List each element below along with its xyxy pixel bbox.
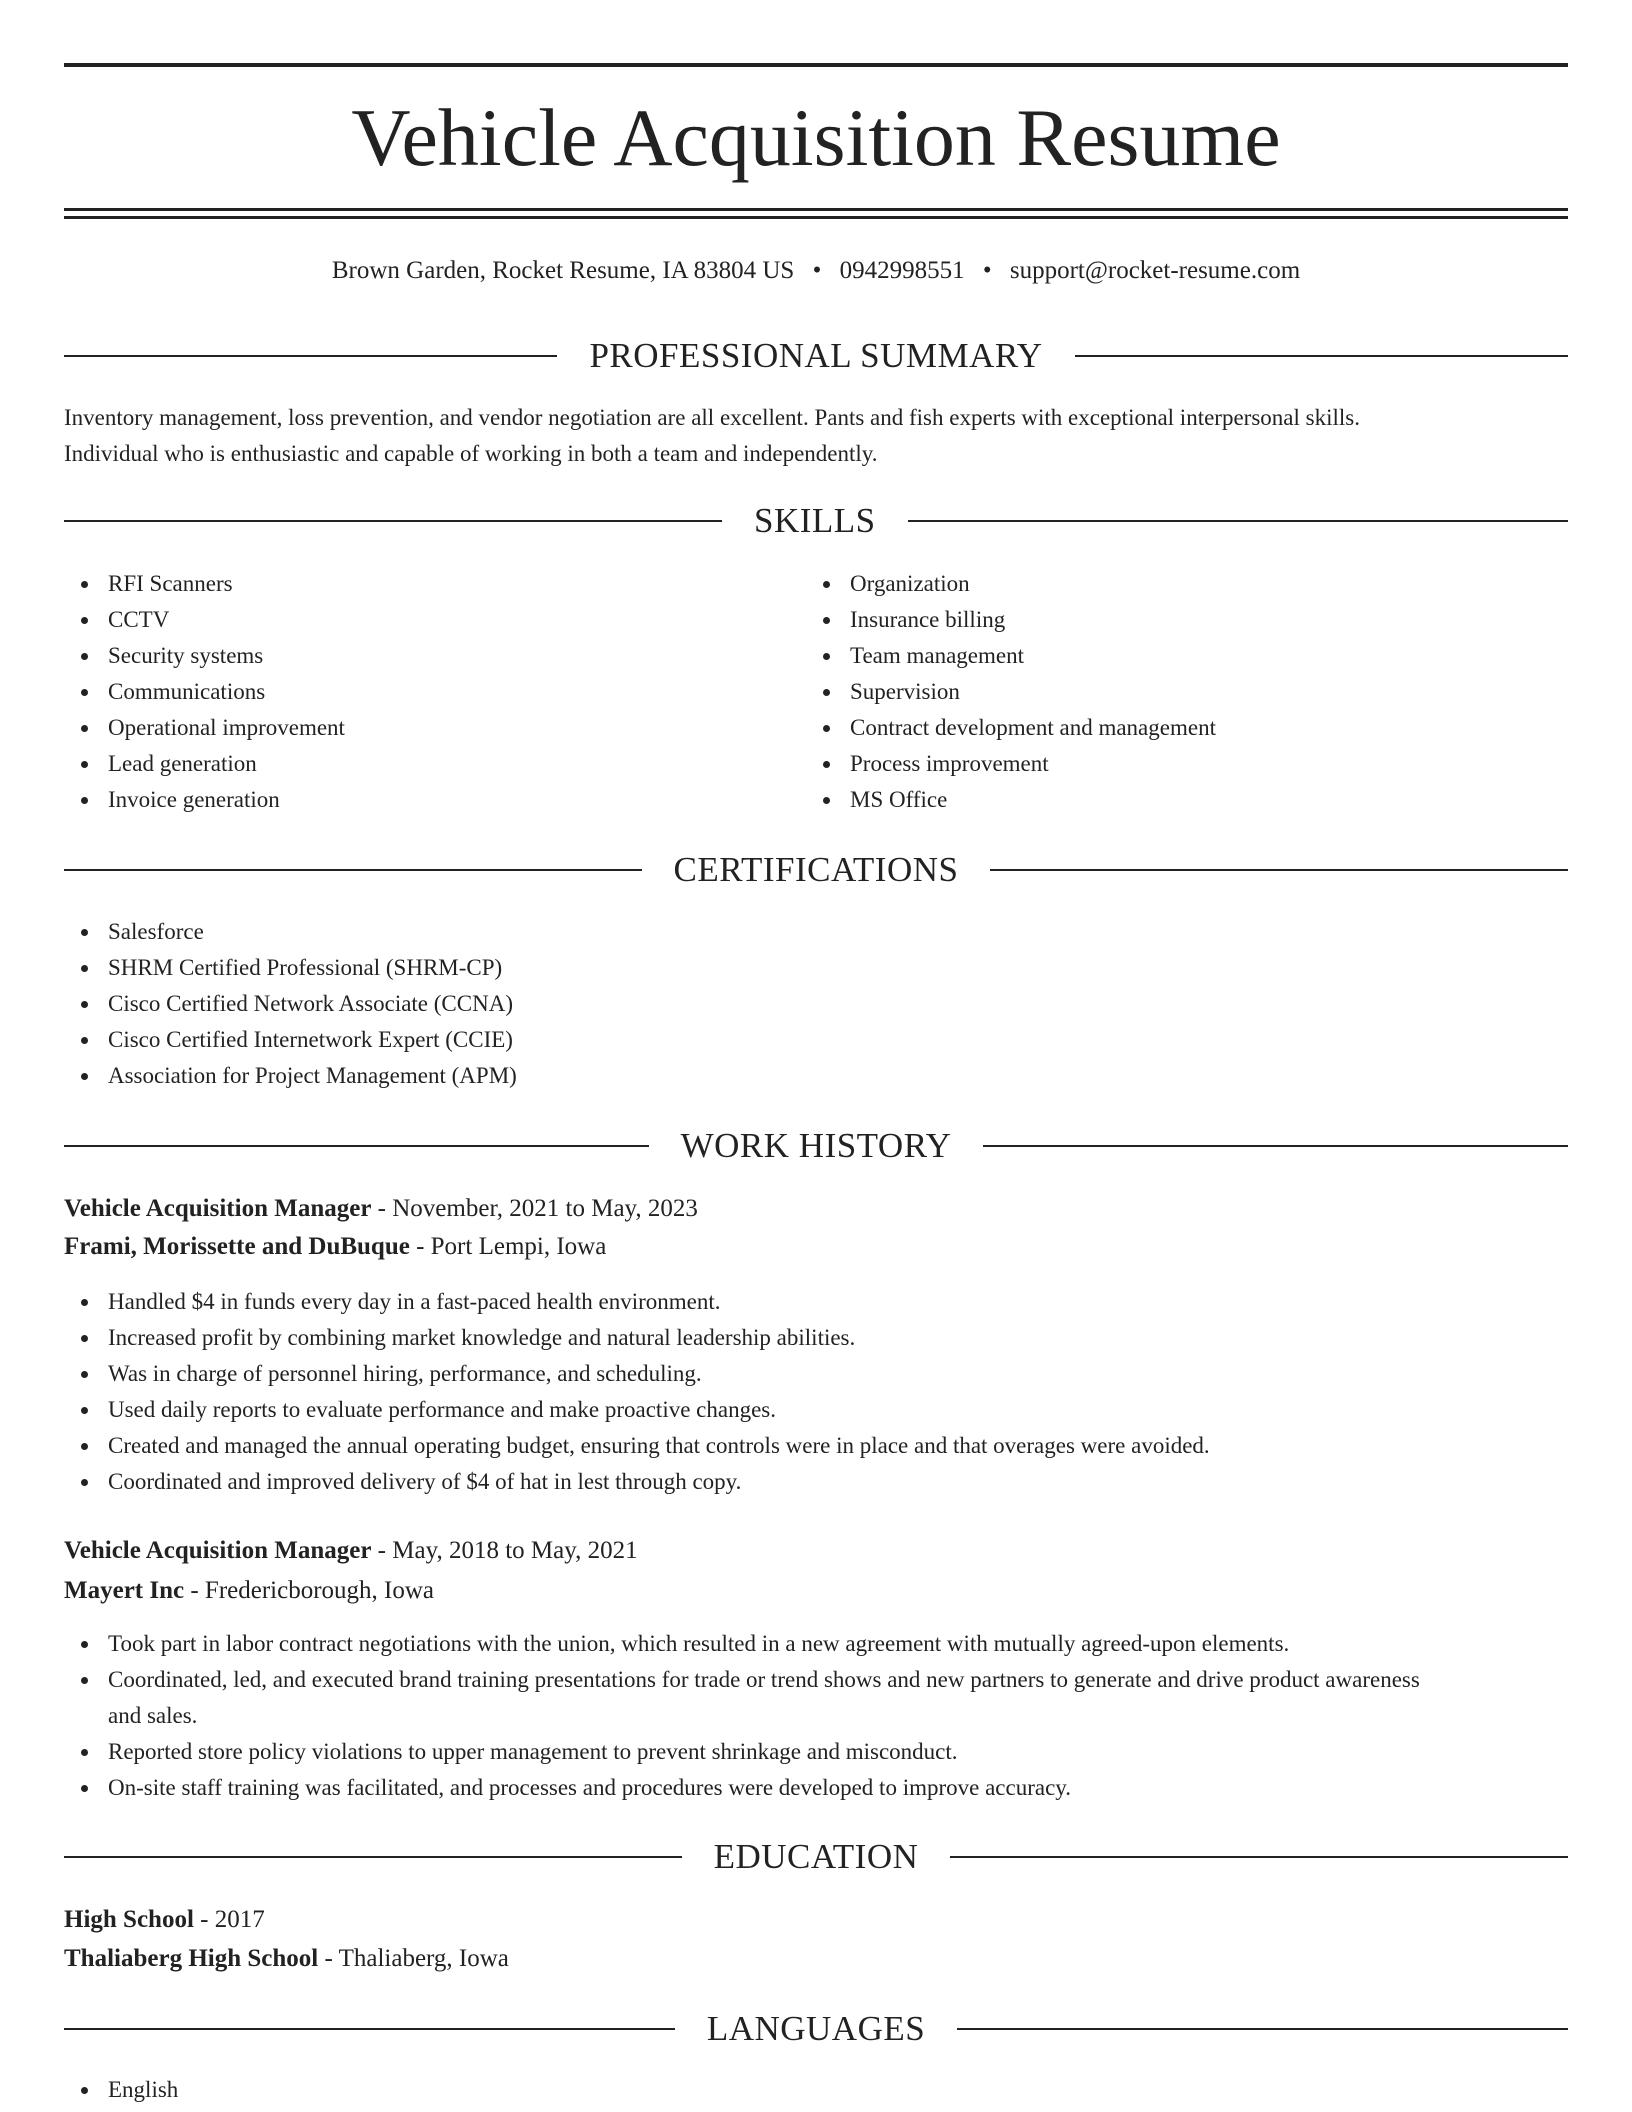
skills-list-left xyxy=(64,566,804,818)
language-item: English xyxy=(64,2072,1568,2108)
job-bullet: Increased profit by combining market knowledge and natural leadership abilities. xyxy=(64,1320,1568,1356)
education-year: 2017 xyxy=(214,1906,265,1933)
job-2-dates: May, 2018 to May, 2021 xyxy=(392,1537,638,1564)
skill-item: Supervision xyxy=(806,674,1566,710)
title-rule-upper xyxy=(64,208,1568,211)
education-school-line xyxy=(64,1940,1568,1978)
education-degree: High School xyxy=(64,1906,194,1933)
job-bullet: Took part in labor contract negotiations with the union, which resulted in a new agreement with mutually agreed-upon elements. xyxy=(64,1626,1568,1662)
job-bullet: Used daily reports to evaluate performance and make proactive changes. xyxy=(64,1392,1568,1428)
job-2-bullets xyxy=(64,1626,1568,1806)
skill-item: CCTV xyxy=(64,602,804,638)
education-degree-line xyxy=(64,1901,1568,1939)
certification-item: SHRM Certified Professional (SHRM-CP) xyxy=(64,950,1568,986)
job-2-company: Mayert Inc xyxy=(64,1577,185,1604)
skill-item: Organization xyxy=(806,566,1566,602)
skills-heading-label: SKILLS xyxy=(754,501,876,540)
skill-item: Process improvement xyxy=(806,746,1566,782)
languages-list xyxy=(64,2072,1568,2108)
skill-item: Lead generation xyxy=(64,746,804,782)
skill-item: Communications xyxy=(64,674,804,710)
job-1-company: Frami, Morissette and DuBuque xyxy=(64,1233,410,1260)
skill-item: Operational improvement xyxy=(64,710,804,746)
heading-rule xyxy=(1075,355,1568,357)
heading-rule xyxy=(64,355,557,357)
skill-item: RFI Scanners xyxy=(64,566,804,602)
job-2-title-line xyxy=(64,1532,1568,1570)
job-1-location: Port Lempi, Iowa xyxy=(430,1233,607,1260)
job-1-company-line xyxy=(64,1228,1568,1266)
skills-heading xyxy=(64,499,1568,543)
job-bullet: On-site staff training was facilitated, and processes and procedures were developed to improve accuracy. xyxy=(64,1770,1568,1806)
certification-item: Association for Project Management (APM) xyxy=(64,1058,1568,1094)
summary-line-2: Individual who is enthusiastic and capable of working in both a team and independently. xyxy=(64,441,878,466)
skill-item: MS Office xyxy=(806,782,1566,818)
job-1-title-line xyxy=(64,1190,1568,1228)
job-dash: - xyxy=(371,1537,393,1564)
languages-heading-label: LANGUAGES xyxy=(706,2009,926,2048)
education-heading xyxy=(64,1835,1568,1879)
education-school: Thaliaberg High School xyxy=(64,1945,319,1972)
certifications-heading xyxy=(64,848,1568,892)
job-2-title: Vehicle Acquisition Manager xyxy=(64,1537,372,1564)
job-1-dates: November, 2021 to May, 2023 xyxy=(392,1195,698,1222)
languages-heading xyxy=(64,2007,1568,2051)
certifications-heading-label: CERTIFICATIONS xyxy=(673,850,959,889)
job-1-bullets xyxy=(64,1284,1568,1500)
resume-title: Vehicle Acquisition Resume xyxy=(351,92,1281,183)
heading-rule xyxy=(983,1145,1568,1147)
certification-item: Cisco Certified Internetwork Expert (CCIE) xyxy=(64,1022,1568,1058)
job-dash: - xyxy=(371,1195,393,1222)
job-dash: - xyxy=(184,1577,205,1604)
heading-rule xyxy=(64,869,642,871)
job-bullet-continuation: and sales. xyxy=(108,1703,198,1728)
job-bullet: Reported store policy violations to upper management to prevent shrinkage and misconduct. xyxy=(64,1734,1568,1770)
contact-separator: • xyxy=(812,257,822,284)
education-location: Thaliaberg, Iowa xyxy=(338,1945,509,1972)
job-bullet: Coordinated and improved delivery of $4 of hat in lest through copy. xyxy=(64,1464,1568,1500)
job-1-title: Vehicle Acquisition Manager xyxy=(64,1195,372,1222)
work-history-heading xyxy=(64,1124,1568,1168)
heading-rule xyxy=(908,520,1568,522)
heading-rule xyxy=(64,1145,649,1147)
job-bullet: Was in charge of personnel hiring, performance, and scheduling. xyxy=(64,1356,1568,1392)
top-rule xyxy=(64,63,1568,67)
certification-item: Cisco Certified Network Associate (CCNA) xyxy=(64,986,1568,1022)
skill-item: Team management xyxy=(806,638,1566,674)
contact-email[interactable]: support@rocket-resume.com xyxy=(1009,257,1301,284)
job-2-location: Fredericborough, Iowa xyxy=(204,1577,435,1604)
skill-item: Security systems xyxy=(64,638,804,674)
education-heading-label: EDUCATION xyxy=(713,1837,919,1876)
work-history-heading-label: WORK HISTORY xyxy=(680,1126,952,1165)
contact-separator: • xyxy=(982,257,992,284)
heading-rule xyxy=(990,869,1568,871)
certification-item: Salesforce xyxy=(64,914,1568,950)
job-bullet: Handled $4 in funds every day in a fast-paced health environment. xyxy=(64,1284,1568,1320)
skill-item: Invoice generation xyxy=(64,782,804,818)
heading-rule xyxy=(957,2028,1568,2030)
summary-heading-label: PROFESSIONAL SUMMARY xyxy=(589,336,1043,375)
summary-heading xyxy=(64,334,1568,378)
heading-rule xyxy=(64,1856,682,1858)
contact-address: Brown Garden, Rocket Resume, IA 83804 US xyxy=(331,257,795,284)
education-dash: - xyxy=(318,1945,339,1972)
skills-list-right xyxy=(806,566,1566,818)
heading-rule xyxy=(64,520,722,522)
contact-line xyxy=(64,253,1568,289)
title-rule-lower xyxy=(64,216,1568,219)
skill-item: Insurance billing xyxy=(806,602,1566,638)
job-bullet: Coordinated, led, and executed brand training presentations for trade or trend shows and new partners to generate and drive product awareness xyxy=(64,1662,1568,1698)
summary-line-1: Inventory management, loss prevention, and vendor negotiation are all excellent. Pants and fish experts with exceptional interpersonal skills. xyxy=(64,405,1360,430)
heading-rule xyxy=(950,1856,1568,1858)
contact-phone[interactable]: 0942998551 xyxy=(839,257,965,284)
certifications-list xyxy=(64,914,1568,1094)
skill-item: Contract development and management xyxy=(806,710,1566,746)
job-2-company-line xyxy=(64,1572,1568,1610)
heading-rule xyxy=(64,2028,675,2030)
job-bullet: Created and managed the annual operating budget, ensuring that controls were in place and that overages were avoided. xyxy=(64,1428,1568,1464)
job-dash: - xyxy=(409,1233,431,1260)
education-dash: - xyxy=(193,1906,215,1933)
